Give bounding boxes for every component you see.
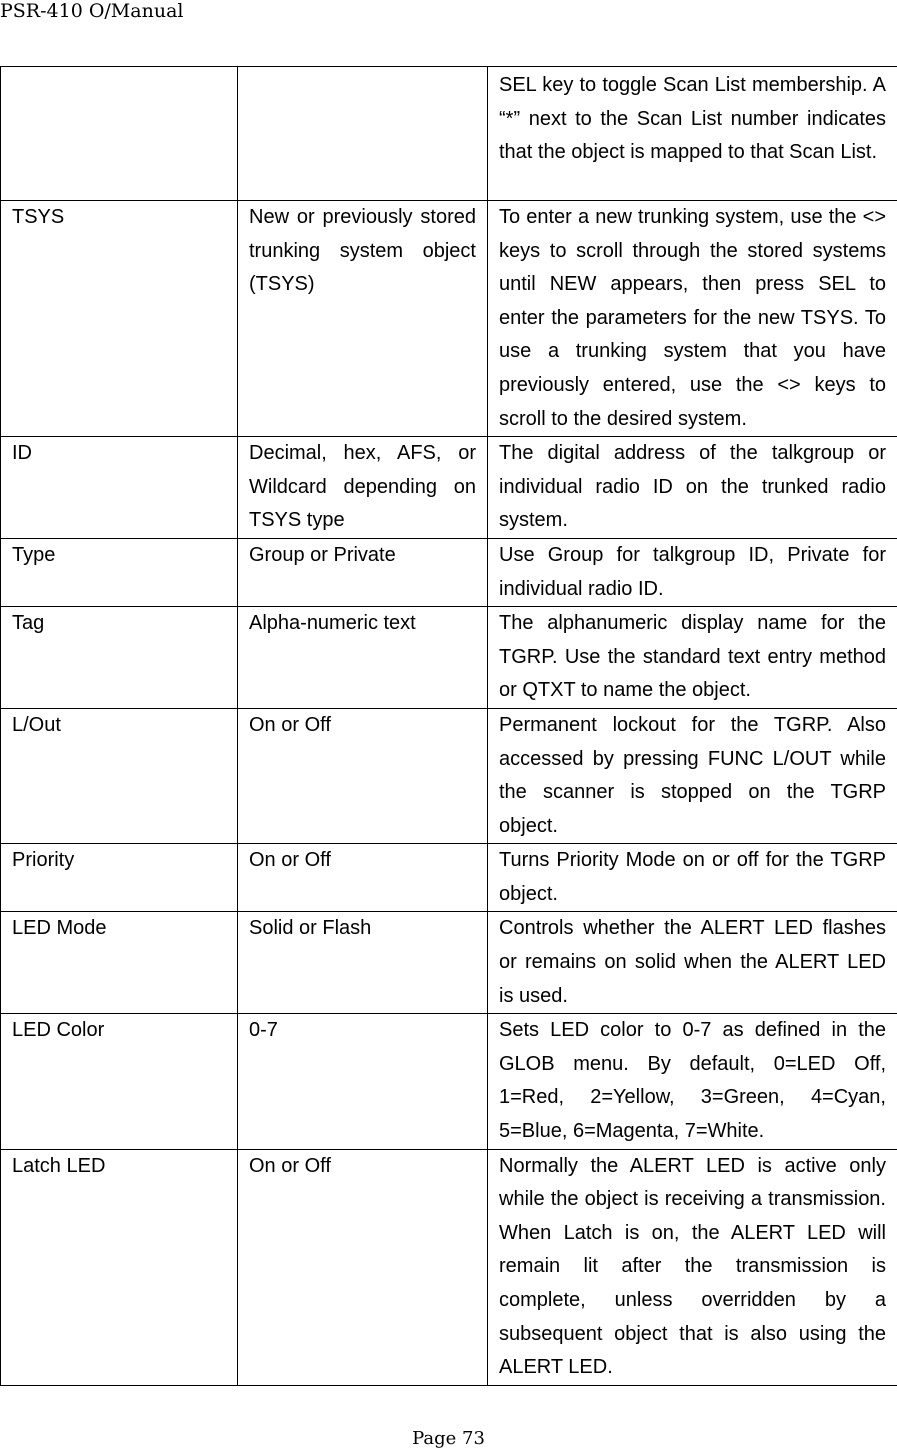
setting-description-cell: Permanent lockout for the TGRP. Also accessed by pressing FUNC L/OUT while the scanner is stopped on the TGRP object.	[488, 708, 897, 843]
setting-name-cell: Priority	[1, 844, 238, 912]
setting-name-cell: Tag	[1, 607, 238, 709]
table-row	[1, 437, 897, 539]
setting-name-cell: TSYS	[1, 201, 238, 437]
setting-values-cell: 0-7	[238, 1014, 488, 1149]
setting-name-cell: L/Out	[1, 708, 238, 843]
setting-description-cell: Normally the ALERT LED is active only while the object is receiving a transmission. When Latch is on, the ALERT LED will remain lit after the transmission is complete, unless overridden by a subsequent object that is also using the ALERT LED.	[488, 1149, 897, 1385]
table-row	[1, 538, 897, 606]
table-row	[1, 1014, 897, 1149]
setting-name-cell: ID	[1, 437, 238, 539]
setting-values-cell: New or previously stored trunking system object (TSYS)	[238, 201, 488, 437]
document-header: PSR-410 O/Manual	[0, 0, 184, 22]
setting-name-cell: Latch LED	[1, 1149, 238, 1385]
table-row	[1, 844, 897, 912]
setting-values-cell: Decimal, hex, AFS, or Wildcard depending on TSYS type	[238, 437, 488, 539]
table-row	[1, 607, 897, 709]
setting-name-cell	[1, 67, 238, 201]
table-row	[1, 1149, 897, 1385]
setting-description-cell: Controls whether the ALERT LED flashes or remains on solid when the ALERT LED is used.	[488, 912, 897, 1014]
setting-description-cell: SEL key to toggle Scan List membership. A “*” next to the Scan List number indicates that the object is mapped to that Scan List.	[488, 67, 897, 201]
table-row	[1, 201, 897, 437]
setting-values-cell: On or Off	[238, 708, 488, 843]
setting-name-cell: Type	[1, 538, 238, 606]
setting-values-cell: Group or Private	[238, 538, 488, 606]
page-number: Page 73	[412, 1428, 485, 1449]
setting-name-cell: LED Color	[1, 1014, 238, 1149]
setting-description-cell: Turns Priority Mode on or off for the TGRP object.	[488, 844, 897, 912]
setting-description-cell: The alphanumeric display name for the TGRP. Use the standard text entry method or QTXT to name the object.	[488, 607, 897, 709]
setting-description-cell: The digital address of the talkgroup or individual radio ID on the trunked radio system.	[488, 437, 897, 539]
setting-description-cell: Use Group for talkgroup ID, Private for individual radio ID.	[488, 538, 897, 606]
setting-values-cell: On or Off	[238, 844, 488, 912]
setting-description-cell: To enter a new trunking system, use the <> keys to scroll through the stored systems until NEW appears, then press SEL to enter the parameters for the new TSYS. To use a trunking system that you have previously entered, use the <> keys to scroll to the desired system.	[488, 201, 897, 437]
setting-name-cell: LED Mode	[1, 912, 238, 1014]
setting-values-cell: On or Off	[238, 1149, 488, 1385]
setting-values-cell: Alpha-numeric text	[238, 607, 488, 709]
setting-values-cell	[238, 67, 488, 201]
table-row	[1, 67, 897, 201]
setting-description-cell: Sets LED color to 0-7 as defined in the GLOB menu. By default, 0=LED Off, 1=Red, 2=Yellow, 3=Green, 4=Cyan, 5=Blue, 6=Magenta, 7=White.	[488, 1014, 897, 1149]
settings-table	[0, 66, 897, 1386]
table-row	[1, 708, 897, 843]
table-row	[1, 912, 897, 1014]
setting-values-cell: Solid or Flash	[238, 912, 488, 1014]
